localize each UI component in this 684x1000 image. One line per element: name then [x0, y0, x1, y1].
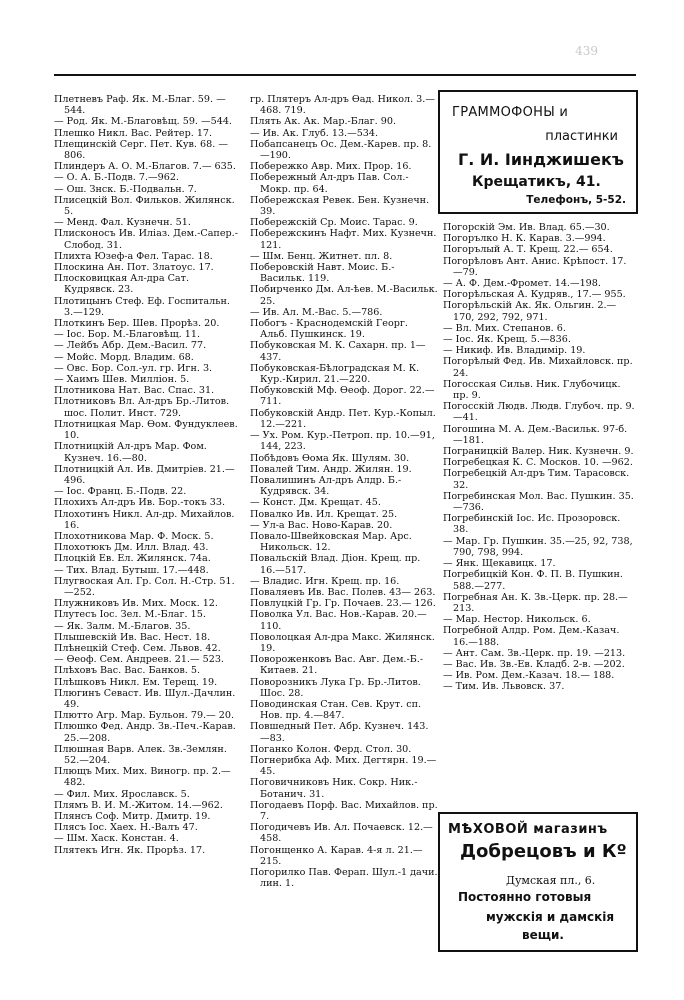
- directory-entry: — Ош. Знск. Б.-Подвальн. 7.: [54, 183, 197, 195]
- directory-entry: Поберовскій Навт. Моис. Б.-Васильк. 119.: [250, 262, 395, 285]
- directory-entry: Плѣшковъ Никл. Ем. Терещ. 19.: [54, 676, 218, 688]
- directory-entry: — Іос. Бор. М.-Благовѣщ. 11.: [54, 329, 200, 341]
- directory-entry: Плышевскій Ив. Вас. Нест. 18.: [54, 631, 211, 643]
- directory-entry: Погребинскій Іос. Ис. Прозоровск. 38.: [443, 513, 621, 536]
- directory-entry: — О. А. Б.-Подв. 7.—962.: [54, 172, 179, 184]
- directory-entry: — Іос. Як. Крещ. 5.—836.: [443, 334, 571, 346]
- directory-entry: — Никиф. Ив. Владимір. 19.: [443, 345, 586, 357]
- directory-entry: Побережскинъ Нафт. Мих. Кузнечн. 121.: [250, 228, 437, 251]
- ad-fur-line4: Постоянно готовыя: [458, 890, 592, 904]
- directory-entry: — Шм. Хаск. Констан. 4.: [54, 833, 179, 845]
- directory-entry: Погребинская Мол. Вас. Пушкин. 35.—736.: [443, 490, 634, 514]
- ad-gramophone-line3: Г. И. Іинджишекъ: [458, 150, 624, 169]
- directory-entry: Побирченко Дм. Ал-ѣев. М.-Васильк. 25.: [250, 284, 438, 307]
- directory-entry: Погребицкій Кон. Ф. П. В. Пушкин. 588.—277.: [443, 569, 623, 592]
- directory-entry: Плугвоская Ал. Гр. Сол. Н.-Стр. 51.—252.: [54, 575, 235, 598]
- directory-entry: Плѣнецкій Стеф. Сем. Львов. 42.: [54, 642, 221, 654]
- directory-entry: Плещинскій Серг. Пет. Кув. 68. —806.: [54, 138, 228, 162]
- directory-entry: Побуковскій Андр. Пет. Кур.-Копыл. 12.—221.: [250, 407, 436, 430]
- directory-entry: Погорилко Пав. Ферап. Шул.-1 дачи. лин. 1.: [250, 867, 438, 890]
- directory-entry: — Ив. Ак. Глуб. 13.—534.: [250, 127, 379, 139]
- directory-entry: Плотницкій Ал. Ив. Дмитріев. 21.—496.: [54, 463, 235, 486]
- directory-entry: Погосскій Людв. Людв. Глубоч. пр. 9.—41.: [443, 401, 635, 424]
- directory-entry: Плохотникова Мар. Ф. Моск. 5.: [54, 530, 214, 542]
- directory-entry: — Ух. Ром. Кур.-Петроп. пр. 10.—91, 144, 223.: [250, 430, 435, 453]
- directory-entry: Плюгинъ Севаст. Ив. Шул.-Дачлин. 49.: [54, 687, 236, 710]
- directory-entry: — Шм. Бенц. Житнет. пл. 8.: [250, 250, 393, 262]
- directory-entry: — Ив. Ром. Дем.-Казач. 18.— 188.: [443, 670, 615, 682]
- directory-entry: — Род. Як. М.-Благовѣщ. 59. —544.: [54, 116, 232, 128]
- directory-entry: Повалишинъ Ал-дръ Алдр. Б.-Кудрявск. 34.: [250, 474, 402, 498]
- directory-entry: Погодичевъ Ив. Ал. Почаевск. 12.—458.: [250, 822, 433, 845]
- directory-entry: — Хаимъ Шев. Милліон. 5.: [54, 374, 190, 386]
- directory-entry: Плянсъ Соф. Митр. Дмитр. 19.: [54, 811, 211, 822]
- directory-entry: Поволка Ул. Вас. Нов.-Карав. 20.—110.: [250, 609, 427, 632]
- directory-entry: гр. Плятеръ Ал-дръ Ѳад. Никол. 3.—468. 719.: [250, 94, 435, 117]
- directory-entry: — Іос. Франц. Б.-Подв. 22.: [54, 486, 187, 498]
- directory-entry: Поваляевъ Ив. Вас. Полев. 43— 263.: [250, 586, 436, 598]
- directory-entry: Плетневъ Раф. Як. М.-Благ. 59. —544.: [54, 94, 226, 117]
- ad-fur-line3: Думская пл., 6.: [506, 874, 596, 887]
- directory-entry: Плятекъ Игн. Як. Прорѣз. 17.: [54, 844, 206, 856]
- directory-entry: Плисецкій Вол. Фильков. Жилянск. 5.: [54, 194, 235, 218]
- directory-column-1: [54, 94, 242, 856]
- directory-entry: Плешко Никл. Вас. Рейтер. 17.: [54, 127, 213, 139]
- directory-entry: — Овс. Бор. Сол.-ул. гр. Игн. 3.: [54, 362, 213, 374]
- ad-gramophone-line5: Телефонъ, 5-52.: [526, 194, 626, 206]
- directory-entry: Погорълый А. Т. Крещ. 22.— 654.: [443, 244, 613, 256]
- directory-entry: Плужниковъ Ив. Мих. Моск. 12.: [54, 598, 218, 610]
- directory-entry: Плять Ак. Ак. Мар.-Благ. 90.: [250, 116, 397, 128]
- directory-entry: Погонщенко А. Карав. 4-я л. 21.—215.: [250, 844, 423, 867]
- directory-entry: Плисконосъ Ив. Иліаз. Дем.-Сапер.-Слобод. 31.: [54, 228, 238, 251]
- directory-column-2: [250, 94, 438, 889]
- ad-fur-line2: Добрецовъ и Кº: [460, 841, 627, 862]
- directory-entry: Плоцкій Ев. Ел. Жилянск. 74а.: [54, 553, 211, 565]
- directory-entry: — Конст. Дм. Крещат. 45.: [250, 497, 381, 509]
- directory-entry: Плотницкій Ал-дръ Мар. Фом. Кузнеч. 16.—80.: [54, 441, 207, 464]
- directory-entry: Погорѣловъ Ант. Анис. Крѣпост. 17.—79.: [443, 255, 627, 278]
- directory-entry: Плохотюкъ Дм. Илл. Влад. 43.: [54, 542, 209, 554]
- directory-entry: Побуковская М. К. Сахарн. пр. 1—437.: [250, 340, 426, 363]
- directory-entry: Плотникова Нат. Вас. Спас. 31.: [54, 385, 215, 397]
- directory-entry: Погнерибка Аф. Мих. Дегтярн. 19.—45.: [250, 754, 437, 778]
- directory-entry: Повшедный Пет. Абр. Кузнеч. 143.—83.: [250, 721, 429, 744]
- directory-entry: Побережко Авр. Мих. Прор. 16.: [250, 161, 412, 173]
- directory-entry: — Менд. Фал. Кузнечн. 51.: [54, 217, 191, 229]
- directory-entry: Плотицынъ Стеф. Еф. Госпитальн. 3.—129.: [54, 295, 230, 318]
- directory-entry: Плясъ Іос. Хаех. Н.-Валъ 47.: [54, 822, 198, 834]
- directory-entry: — Владис. Игн. Крещ. пр. 16.: [250, 575, 400, 587]
- ad-gramophone-line1: ГРАММОФОНЫ и: [452, 105, 569, 120]
- directory-entry: Погорѣлый Фед. Ив. Михайловск. пр. 24.: [443, 356, 633, 379]
- directory-entry: Погорскій Эм. Ив. Влад. 65.—30.: [443, 222, 610, 233]
- directory-entry: Погорълко Н. К. Карав. 3.—994.: [443, 233, 606, 245]
- directory-entry: — Ул-а Вас. Ново-Карав. 20.: [250, 519, 393, 531]
- directory-entry: Пограницкій Валер. Ник. Кузнечн. 9.: [443, 446, 634, 458]
- directory-entry: Погошина М. А. Дем.-Васильк. 97-б.—181.: [443, 423, 628, 446]
- directory-entry: Плиндеръ А. О. М.-Благов. 7.— 635.: [54, 161, 236, 173]
- directory-entry: Плихта Юзеф-а Фел. Тарас. 18.: [54, 250, 213, 262]
- directory-entry: Повалко Ив. Ил. Крещат. 25.: [250, 508, 398, 520]
- directory-entry: Плотницкая Мар. Ѳом. Фундуклеев. 10.: [54, 418, 238, 442]
- directory-entry: — Мар. Гр. Пушкин. 35.—25, 92, 738, 790, 798, 994.: [443, 535, 633, 558]
- directory-entry: Плутесъ Іос. Зел. М.-Благ. 15.: [54, 609, 206, 621]
- directory-entry: Погорѣльскій Ак. Як. Ольгин. 2.—170, 292, 792, 971.: [443, 300, 617, 323]
- ad-fur-line6: вещи.: [522, 928, 564, 942]
- ad-fur-line5: мужскія и дамскія: [486, 910, 615, 924]
- directory-entry: Поводинская Стан. Сев. Крут. сп. Нов. пр. 4.—847.: [250, 698, 422, 722]
- directory-entry: Побережскій Ср. Моис. Тарас. 9.: [250, 217, 418, 229]
- directory-entry: Погребная Ан. К. Зв.-Церк. пр. 28.—213.: [443, 591, 628, 614]
- directory-entry: Погорѣльская А. Кудряв., 17.— 955.: [443, 289, 626, 301]
- directory-entry: — Тих. Влад. Бутыш. 17.—448.: [54, 564, 209, 576]
- directory-entry: Плоткинъ Бер. Шев. Прорѣз. 20.: [54, 318, 220, 330]
- directory-entry: Плющъ Мих. Мих. Виногр. пр. 2.—482.: [54, 766, 231, 789]
- directory-entry: Погодаевъ Порф. Вас. Михайлов. пр. 7.: [250, 799, 438, 822]
- directory-entry: — Тим. Ив. Львовск. 37.: [443, 681, 565, 693]
- directory-entry: — Ант. Сам. Зв.-Церк. пр. 19. —213.: [443, 647, 626, 659]
- directory-entry: Погребной Алдр. Ром. Дем.-Казач. 16.—188.: [443, 625, 620, 648]
- directory-entry: Поговичниковъ Ник. Сокр. Ник.-Ботанич. 31.: [250, 777, 418, 800]
- ad-fur-line1: МѢХОВОЙ магазинъ: [448, 822, 608, 837]
- directory-entry: — Як. Залм. М.-Благов. 35.: [54, 620, 191, 632]
- directory-entry: Плюшная Варв. Алек. Зв.-Землян. 52.—204.: [54, 743, 227, 766]
- directory-entry: Плоскина Ан. Пот. Златоус. 17.: [54, 262, 214, 274]
- directory-entry: Повало-Швейковская Мар. Арс. Никольск. 12.: [250, 530, 412, 554]
- directory-entry: Побогъ - Краснодемскій Георг. Альб. Пушкинск. 19.: [250, 318, 408, 341]
- ad-gramophone-line4: Крещатикъ, 41.: [472, 174, 601, 190]
- directory-entry: Плѣховъ Вас. Вас. Банков. 5.: [54, 665, 201, 677]
- directory-entry: Поволоцкая Ал-дра Макс. Жилянск. 19.: [250, 631, 435, 654]
- directory-entry: — Лейбъ Абр. Дем.-Васил. 77.: [54, 340, 207, 352]
- directory-entry: Повороженковъ Вас. Авг. Дем.-Б.-Китаев. 21.: [250, 654, 424, 677]
- page-number: 439: [575, 44, 598, 58]
- directory-entry: Побуковскій Мф. Ѳеоф. Дорог. 22.—711.: [250, 385, 435, 408]
- directory-entry: Повлуцкій Гр. Гр. Почаев. 23.— 126.: [250, 598, 436, 610]
- directory-entry: Плюшко Фед. Андр. Зв.-Печ.-Карав. 25.—208.: [54, 721, 236, 744]
- directory-entry: Плосковицкая Ал-дра Сат. Кудрявск. 23.: [54, 273, 190, 296]
- directory-entry: Плохотинъ Никл. Ал-др. Михайлов. 16.: [54, 508, 235, 531]
- fur-shop-advertisement: [438, 812, 638, 952]
- directory-entry: — А. Ф. Дем.-Фромет. 14.—198.: [443, 278, 601, 290]
- directory-entry: Побережный Ал-дръ Пав. Сол.-Мокр. пр. 64.: [250, 172, 409, 195]
- directory-entry: Поворозникъ Лука Гр. Бр.-Литов. Шос. 28.: [250, 676, 421, 699]
- directory-entry: Побапсанецъ Ос. Дем.-Карев. пр. 8.—190.: [250, 138, 432, 162]
- gramophone-advertisement: [438, 90, 638, 214]
- directory-entry: Поганко Колон. Ферд. Стол. 30.: [250, 743, 412, 755]
- directory-entry: Плохихъ Ал-дръ Ив. Бор.-токъ 33.: [54, 497, 226, 509]
- directory-entry: — Вас. Ив. Зв.-Ев. Кладб. 2-в. —202.: [443, 658, 625, 670]
- directory-entry: Погребецкій Ал-дръ Тим. Тарасовск. 32.: [443, 468, 630, 491]
- directory-entry: — Ѳеоф. Сем. Андреев. 21.— 523.: [54, 654, 224, 666]
- directory-entry: — Янк. Щекавицк. 17.: [443, 558, 556, 570]
- header-rule: [54, 74, 636, 76]
- directory-entry: Побережская Ревек. Бен. Кузнечн. 39.: [250, 194, 430, 218]
- directory-entry: — Мойс. Морд. Владим. 68.: [54, 351, 194, 363]
- directory-entry: Побуковская-Бѣлоградская М. К. Кур.-Кирил. 21.—220.: [250, 362, 420, 386]
- directory-entry: Погребецкая К. С. Москов. 10. —962.: [443, 457, 633, 469]
- directory-entry: — Мар. Нестор. Никольск. 6.: [443, 614, 591, 626]
- ad-gramophone-line2: пластинки: [545, 129, 618, 144]
- directory-entry: Плютто Агр. Мар. Бульон. 79.— 20.: [54, 710, 235, 722]
- directory-entry: Плямъ В. И. М.-Житом. 14.—962.: [54, 799, 223, 811]
- directory-column-3: [443, 222, 635, 693]
- directory-entry: Повальскій Влад. Діон. Крещ. пр. 16.—517.: [250, 553, 421, 576]
- directory-entry: Плотниковъ Вл. Ал-дръ Бр.-Литов. шос. Полит. Инст. 729.: [54, 396, 230, 419]
- directory-entry: Повалей Тим. Андр. Жилян. 19.: [250, 463, 412, 475]
- directory-entry: Погосская Сильв. Ник. Глубочицк. пр. 9.: [443, 378, 621, 402]
- directory-entry: — Ив. Ал. М.-Вас. 5.—786.: [250, 306, 383, 318]
- directory-entry: — Фил. Мих. Ярославск. 5.: [54, 788, 190, 800]
- directory-entry: — Вл. Мих. Степанов. 6.: [443, 322, 566, 334]
- directory-entry: Побѣдовъ Ѳома Як. Шулям. 30.: [250, 452, 410, 464]
